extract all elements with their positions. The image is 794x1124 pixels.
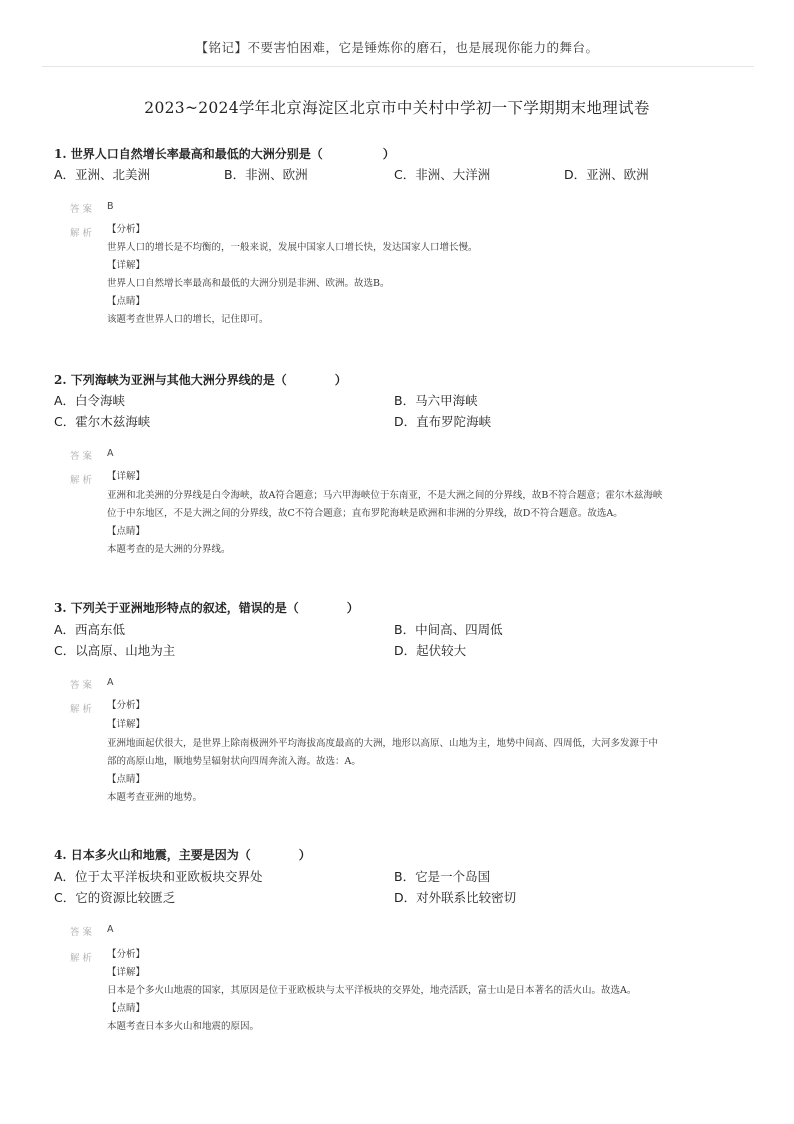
option-b: B．非洲、欧洲	[224, 167, 308, 182]
option-b: B．它是一个岛国	[394, 869, 491, 884]
answer-value: A	[107, 924, 114, 935]
analysis-line: 【点睛】	[107, 1003, 146, 1014]
header-divider	[42, 66, 754, 67]
analysis-line: 【详解】	[107, 967, 146, 978]
page-title: 2023~2024学年北京海淀区北京市中关村中学初一下学期期末地理试卷	[144, 99, 650, 117]
answer-value: A	[107, 448, 114, 459]
analysis-line: 【详解】	[107, 260, 146, 271]
option-d: D．对外联系比较密切	[394, 890, 517, 905]
analysis-label: 解析	[70, 953, 96, 964]
analysis-label: 解析	[70, 228, 96, 239]
answer-label: 答案	[70, 204, 96, 215]
analysis-line: 日本是个多火山地震的国家，其原因是位于亚欧板块与太平洋板块的交界处，地壳活跃，富士山是日本著名的活火山。故选A。	[107, 985, 637, 996]
question-stem: 2. 下列海峡为亚洲与其他大洲分界线的是（ ）	[54, 373, 347, 387]
question-stem: 3. 下列关于亚洲地形特点的叙述，错误的是（ ）	[54, 601, 359, 615]
analysis-label: 解析	[70, 704, 96, 715]
analysis-line: 位于中东地区，不是大洲之间的分界线，故C不符合题意；直布罗陀海峡是欧洲和非洲的分界线，故D不符合题意。故选A。	[107, 508, 623, 519]
analysis-line: 世界人口自然增长率最高和最低的大洲分别是非洲、欧洲。故选B。	[107, 278, 390, 289]
answer-label: 答案	[70, 927, 96, 938]
option-c: C．非洲、大洋洲	[394, 167, 491, 182]
analysis-line: 【分析】	[107, 949, 146, 960]
analysis-line: 本题考查亚洲的地势。	[107, 792, 203, 803]
option-d: D．直布罗陀海峡	[394, 414, 492, 429]
analysis-line: 本题考查的是大洲的分界线。	[107, 544, 231, 555]
answer-value: A	[107, 677, 114, 688]
analysis-line: 该题考查世界人口的增长，记住即可。	[107, 314, 269, 325]
option-a: A．亚洲、北美洲	[54, 167, 151, 182]
analysis-line: 【点睛】	[107, 296, 146, 307]
option-b: B．中间高、四周低	[394, 622, 503, 637]
answer-value: B	[107, 201, 114, 212]
analysis-line: 【详解】	[107, 471, 146, 482]
option-b: B．马六甲海峡	[394, 393, 478, 408]
option-d: D．亚洲、欧洲	[564, 167, 649, 182]
option-a: A．白令海峡	[54, 393, 126, 408]
analysis-line: 亚洲地面起伏很大，是世界上除南极洲外平均海拔高度最高的大洲，地形以高原、山地为主，地势中间高、四周低，大河多发源于中	[107, 738, 659, 749]
option-a: A．位于太平洋板块和亚欧板块交界处	[54, 869, 263, 884]
analysis-line: 【点睛】	[107, 526, 146, 537]
answer-label: 答案	[70, 680, 96, 691]
analysis-line: 部的高原山地，顺地势呈辐射状向四周奔流入海。故选：A。	[107, 756, 361, 767]
analysis-line: 【分析】	[107, 224, 146, 235]
analysis-line: 【分析】	[107, 700, 146, 711]
analysis-label: 解析	[70, 475, 96, 486]
analysis-line: 世界人口的增长是不均衡的，一般来说，发展中国家人口增长快，发达国家人口增长慢。	[107, 242, 478, 253]
question-stem: 1. 世界人口自然增长率最高和最低的大洲分别是（ ）	[54, 147, 395, 161]
option-a: A．西高东低	[54, 622, 126, 637]
option-c: C．它的资源比较匮乏	[54, 890, 176, 905]
question-stem: 4. 日本多火山和地震，主要是因为（ ）	[54, 848, 311, 862]
analysis-line: 亚洲和北美洲的分界线是白令海峡，故A符合题意；马六甲海峡位于东南亚，不是大洲之间的分界线，故B不符合题意；霍尔木兹海峡	[107, 490, 663, 501]
answer-label: 答案	[70, 451, 96, 462]
analysis-line: 本题考查日本多火山和地震的原因。	[107, 1021, 260, 1032]
header-motto: 【铭记】不要害怕困难，它是锤炼你的磨石，也是展现你能力的舞台。	[195, 40, 599, 55]
option-c: C．霍尔木兹海峡	[54, 414, 151, 429]
analysis-line: 【详解】	[107, 719, 146, 730]
option-c: C．以高原、山地为主	[54, 643, 176, 658]
analysis-line: 【点睛】	[107, 774, 146, 785]
option-d: D．起伏较大	[394, 643, 467, 658]
